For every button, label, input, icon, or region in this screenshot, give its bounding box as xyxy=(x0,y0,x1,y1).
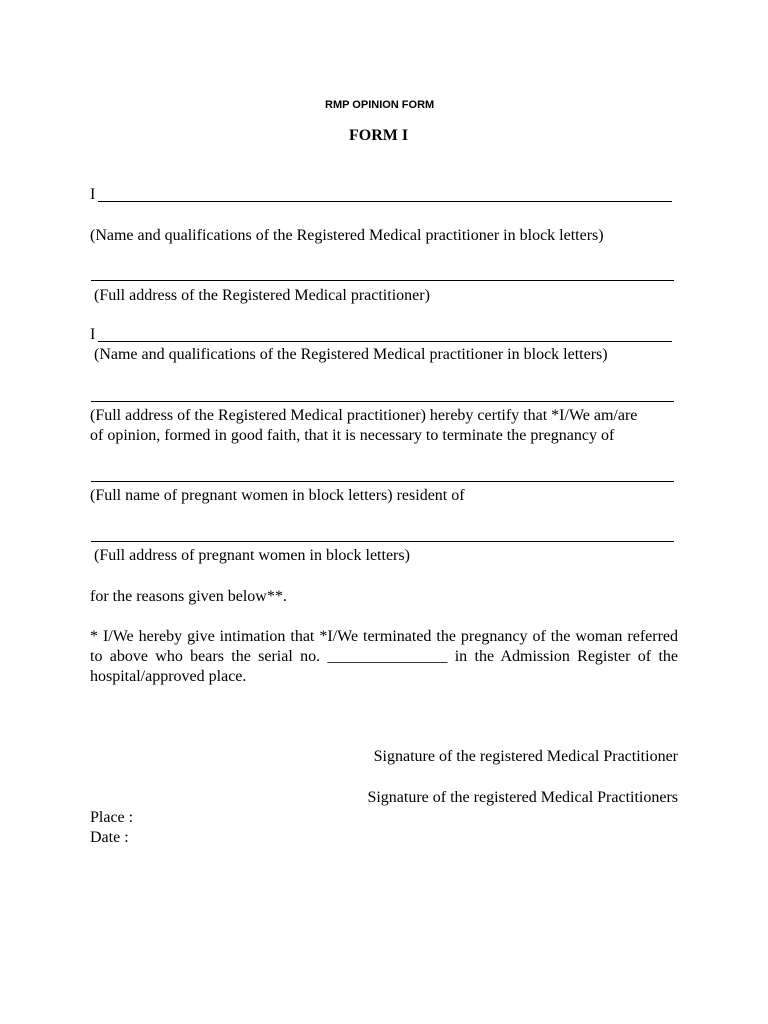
woman-address-caption: (Full address of pregnant women in block letters) xyxy=(90,547,410,564)
practitioner1-name-caption: (Name and qualifications of the Registered Medical practitioner in block letters) xyxy=(90,227,604,244)
practitioner1-address-line xyxy=(91,280,674,281)
woman-address-line xyxy=(91,541,674,542)
signature-practitioner: Signature of the registered Medical Practitioner xyxy=(373,748,678,765)
practitioner1-prefix: I xyxy=(90,186,96,203)
date-label: Date : xyxy=(90,829,129,846)
practitioner1-name-line xyxy=(98,201,672,202)
form-caption: RMP OPINION FORM xyxy=(325,99,435,111)
practitioner2-address-caption-line1: (Full address of the Registered Medical practitioner) hereby certify that *I/We am/are xyxy=(90,407,638,424)
practitioner1-address-caption: (Full address of the Registered Medical practitioner) xyxy=(90,287,430,304)
form-title: FORM I xyxy=(349,127,409,144)
woman-name-caption: (Full name of pregnant women in block letters) resident of xyxy=(90,487,465,504)
signature-practitioners: Signature of the registered Medical Practitioners xyxy=(367,789,678,806)
practitioner2-address-caption-line2: of opinion, formed in good faith, that it is necessary to terminate the pregnancy of xyxy=(90,427,615,444)
practitioner2-prefix: I xyxy=(90,326,96,343)
practitioner2-name-caption: (Name and qualifications of the Registered Medical practitioner in block letters) xyxy=(90,346,608,363)
practitioner2-name-line xyxy=(98,341,672,342)
place-label: Place : xyxy=(90,809,134,826)
reasons-text: for the reasons given below**. xyxy=(90,588,287,605)
intimation-paragraph: * I/We hereby give intimation that *I/We terminated the pregnancy of the woman referred to above who bears the serial no. _______________ in the Admission Register of the hospital/approved place. xyxy=(90,628,678,685)
practitioner2-address-line xyxy=(91,401,674,402)
woman-name-line xyxy=(91,481,674,482)
